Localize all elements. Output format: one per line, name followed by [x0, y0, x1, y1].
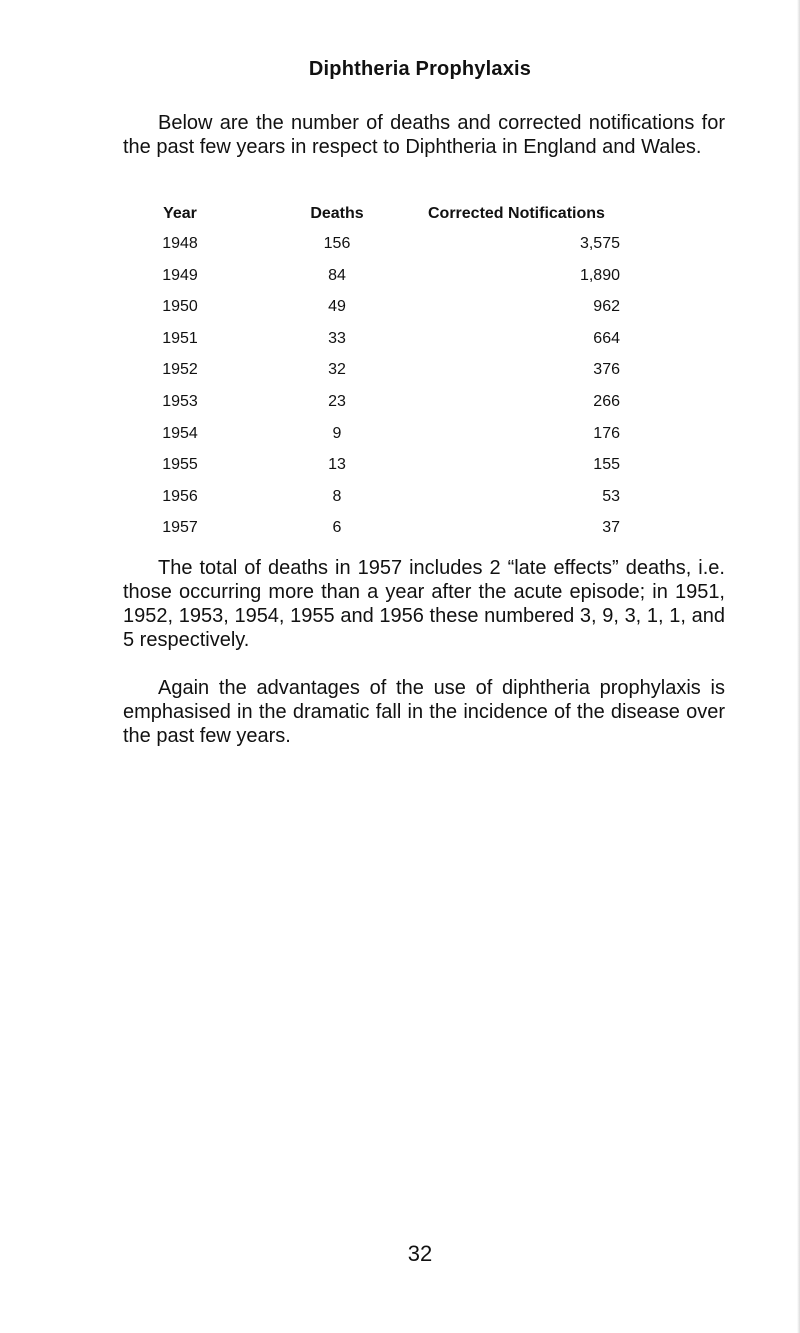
- table-row: [150, 330, 670, 362]
- advantages-text: Again the advantages of the use of diphtheria prophylaxis is emphasised in the dramatic fall in the incidence of the disease over the past few years.: [123, 677, 725, 747]
- deaths-notifications-table: [150, 205, 670, 551]
- cell-deaths: 32: [328, 361, 346, 379]
- cell-year: 1948: [162, 235, 198, 252]
- cell-notifications: 3,575: [579, 235, 620, 252]
- table-row: [150, 519, 670, 551]
- cell-year: 1949: [162, 266, 198, 284]
- late-effects-note-text: The total of deaths in 1957 includes 2 “late effects” deaths, i.e. those occurring more than a year after the acute episode; in 1951, 1952, 1953, 1954, 1955 and 1956 these numbered 3, 9, 3, 1, 1, and 5 respectively.: [123, 557, 725, 651]
- cell-year: 1955: [162, 456, 198, 474]
- cell-deaths: 33: [328, 329, 346, 347]
- cell-year: 1957: [162, 519, 198, 537]
- cell-notifications: 155: [593, 456, 620, 474]
- cell-notifications: 1,890: [579, 266, 620, 284]
- cell-notifications: 376: [593, 361, 620, 379]
- cell-deaths: 6: [332, 519, 342, 537]
- table-row: [150, 393, 670, 425]
- cell-deaths: 156: [323, 235, 351, 252]
- cell-deaths: 8: [332, 487, 342, 505]
- cell-year: 1952: [162, 361, 198, 379]
- table-row: [150, 425, 670, 457]
- cell-notifications: 266: [593, 392, 620, 410]
- table-row: [150, 361, 670, 393]
- table-row: [150, 488, 670, 520]
- advantages-paragraph: [123, 676, 725, 748]
- table-header-row: [150, 205, 670, 235]
- cell-notifications: 53: [602, 487, 620, 505]
- cell-deaths: 23: [328, 392, 346, 410]
- page-number: 32: [407, 1241, 433, 1266]
- cell-deaths: 84: [328, 266, 346, 284]
- header-year: Year: [163, 205, 197, 222]
- cell-notifications: 37: [602, 519, 620, 537]
- cell-notifications: 176: [593, 424, 620, 442]
- cell-notifications: 962: [593, 298, 620, 316]
- cell-year: 1956: [162, 487, 198, 505]
- cell-deaths: 13: [328, 456, 346, 474]
- table-row: [150, 298, 670, 330]
- header-corrected-notifications: Corrected Notifications: [428, 205, 605, 222]
- cell-year: 1951: [162, 329, 198, 347]
- cell-year: 1954: [162, 424, 198, 442]
- cell-year: 1950: [162, 298, 198, 316]
- cell-year: 1953: [162, 392, 198, 410]
- cell-deaths: 49: [328, 298, 346, 316]
- cell-notifications: 664: [593, 329, 620, 347]
- table-row: [150, 456, 670, 488]
- intro-text: Below are the number of deaths and corrected notifications for the past few years in respect to Diphtheria in England and Wales.: [123, 112, 725, 158]
- header-deaths: Deaths: [310, 205, 364, 222]
- late-effects-note-paragraph: [123, 556, 725, 652]
- page-title: Diphtheria Prophylaxis: [308, 58, 532, 80]
- cell-deaths: 9: [332, 424, 342, 442]
- table-row: [150, 267, 670, 299]
- table-row: [150, 235, 670, 267]
- intro-paragraph: [123, 111, 725, 159]
